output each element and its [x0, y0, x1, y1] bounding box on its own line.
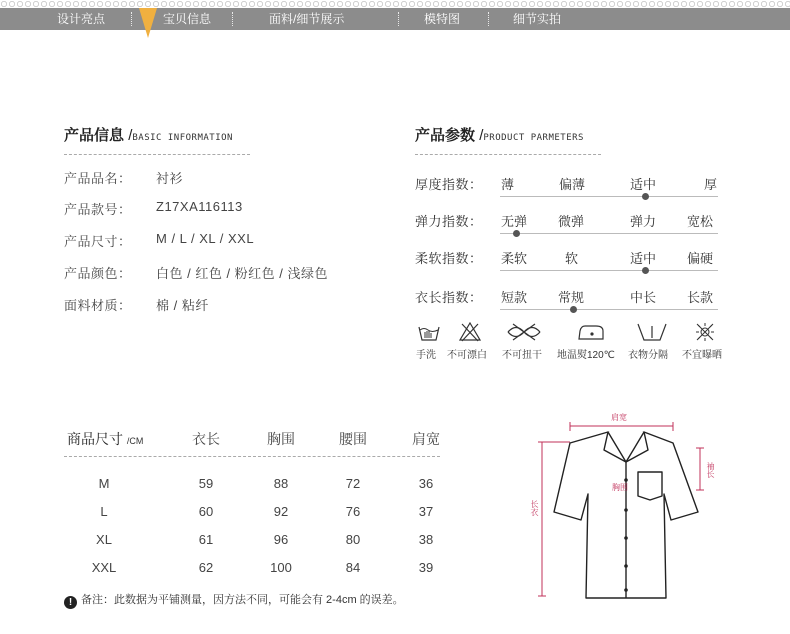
care-label: 衣物分隔 [628, 350, 668, 361]
size-table-cell: 96 [273, 532, 289, 547]
title-slash: / [479, 127, 484, 144]
top-border-pattern [0, 0, 790, 8]
basic-info-row [64, 231, 404, 249]
size-table-cell: 100 [270, 560, 292, 575]
size-table-header: 胸围 [267, 431, 295, 447]
basic-info-label: 产品款号： [64, 202, 132, 217]
nav-item-model-photos[interactable]: 模特图 [424, 12, 461, 26]
basic-info-title [64, 124, 233, 145]
nav-item-design-highlights[interactable]: 设计亮点 [57, 12, 106, 26]
param-option: 软 [565, 251, 579, 266]
size-table-cell: 39 [418, 560, 434, 575]
size-table-unit: /CM [126, 436, 144, 446]
size-table-cell: 72 [345, 476, 361, 491]
size-table-title-text: 商品尺寸 [67, 431, 123, 447]
param-option: 长款 [687, 290, 714, 305]
basic-info-divider [64, 154, 250, 155]
size-table-header: 衣长 [192, 431, 220, 447]
param-label: 衣长指数： [415, 290, 483, 305]
param-option: 微弹 [558, 214, 585, 229]
param-option: 短款 [501, 290, 528, 305]
measurement-note [64, 591, 404, 609]
param-option: 无弹 [501, 214, 528, 229]
size-table-cell: 62 [198, 560, 214, 575]
basic-info-row [64, 168, 404, 186]
size-table-size: XL [96, 532, 112, 547]
active-tab-marker [139, 8, 157, 38]
basic-info-label: 产品尺寸： [64, 234, 132, 249]
params-divider [415, 154, 601, 155]
care-label: 手洗 [416, 350, 436, 361]
param-option: 偏硬 [687, 251, 714, 266]
nav-item-fabric-details[interactable]: 面料/细节展示 [269, 12, 345, 26]
param-selected-dot [642, 193, 649, 200]
param-option: 宽松 [687, 214, 714, 229]
basic-info-label: 产品颜色： [64, 266, 132, 281]
param-selected-dot [513, 230, 520, 237]
param-selected-dot [642, 267, 649, 274]
param-scale-line [500, 233, 718, 234]
nav-item-detail-photos[interactable]: 细节实拍 [513, 12, 562, 26]
size-table-cell: 76 [345, 504, 361, 519]
nav-separator [488, 12, 489, 26]
param-scale-line [500, 309, 718, 310]
basic-info-label: 面料材质： [64, 298, 132, 313]
shirt-diagram-svg [526, 412, 726, 602]
param-option: 柔软 [501, 251, 528, 266]
wash-separately-icon [636, 322, 668, 342]
params-subtitle: PRODUCT PARMETERS [483, 133, 584, 143]
care-label: 地温熨120℃ [557, 350, 615, 361]
shoulder-label: 肩宽 [611, 413, 627, 422]
chest-label: 胸围 [612, 483, 628, 492]
no-bleach-icon [459, 322, 481, 342]
basic-info-subtitle: BASIC INFORMATION [132, 133, 233, 143]
care-label: 不宜曝晒 [682, 350, 722, 361]
size-table-cell: 61 [198, 532, 214, 547]
param-option: 弹力 [630, 214, 657, 229]
basic-info-value: 棉 / 粘纤 [156, 298, 209, 313]
nav-separator [232, 12, 233, 26]
basic-info-label: 产品品名： [64, 171, 132, 186]
param-option: 偏薄 [559, 177, 586, 192]
basic-info-value: Z17XA116113 [156, 199, 243, 214]
size-table-title [67, 429, 143, 449]
size-table-cell: 84 [345, 560, 361, 575]
params-title [415, 124, 584, 145]
care-label: 不可漂白 [447, 350, 487, 361]
size-table-cell: 88 [273, 476, 289, 491]
nav-separator [398, 12, 399, 26]
nav-item-product-info[interactable]: 宝贝信息 [163, 12, 212, 26]
basic-info-value: 衬衫 [156, 171, 184, 186]
size-table-cell: 37 [418, 504, 434, 519]
params-title-text: 产品参数 [415, 127, 476, 144]
basic-info-value: 白色 / 红色 / 粉红色 / 浅绿色 [156, 266, 329, 281]
size-table-cell: 38 [418, 532, 434, 547]
param-label: 柔软指数： [415, 251, 483, 266]
param-option: 适中 [630, 177, 657, 192]
size-table-header: 肩宽 [412, 431, 440, 447]
title-slash: / [128, 127, 133, 144]
nav-separator [131, 12, 132, 26]
size-table-header: 腰围 [339, 431, 367, 447]
basic-info-row [64, 199, 404, 217]
size-table-size: XXL [91, 560, 117, 575]
size-table-cell: 80 [345, 532, 361, 547]
note-text: 备注：此数据为平铺测量，因方法不同，可能会有 2-4cm 的误差。 [81, 594, 404, 606]
param-option: 常规 [558, 290, 585, 305]
length-label: 长衣 [530, 500, 539, 516]
size-table-cell: 60 [198, 504, 214, 519]
size-table-cell: 36 [418, 476, 434, 491]
param-option: 厚 [704, 177, 718, 192]
param-option: 适中 [630, 251, 657, 266]
warning-icon: ! [64, 596, 77, 609]
hand-wash-icon [418, 322, 440, 342]
basic-info-row [64, 263, 404, 281]
basic-info-value: M / L / XL / XXL [156, 231, 255, 246]
param-label: 弹力指数： [415, 214, 483, 229]
basic-info-row [64, 295, 404, 313]
size-table-size: M [98, 476, 110, 491]
param-scale-line [500, 270, 718, 271]
iron-low-icon [576, 322, 606, 342]
param-option: 中长 [630, 290, 657, 305]
shirt-measurement-diagram [526, 412, 726, 602]
size-table-size: L [100, 504, 108, 519]
param-selected-dot [570, 306, 577, 313]
no-sun-icon [694, 322, 716, 342]
no-wring-icon [504, 322, 544, 342]
size-table-cell: 59 [198, 476, 214, 491]
param-scale-line [500, 196, 718, 197]
param-label: 厚度指数： [415, 177, 483, 192]
size-table-divider [64, 456, 440, 457]
nav-bar [0, 8, 790, 30]
param-option: 薄 [501, 177, 515, 192]
size-table-cell: 92 [273, 504, 289, 519]
care-label: 不可扭干 [502, 350, 542, 361]
sleeve-label: 袖长 [706, 462, 715, 478]
basic-info-title-text: 产品信息 [64, 127, 125, 144]
